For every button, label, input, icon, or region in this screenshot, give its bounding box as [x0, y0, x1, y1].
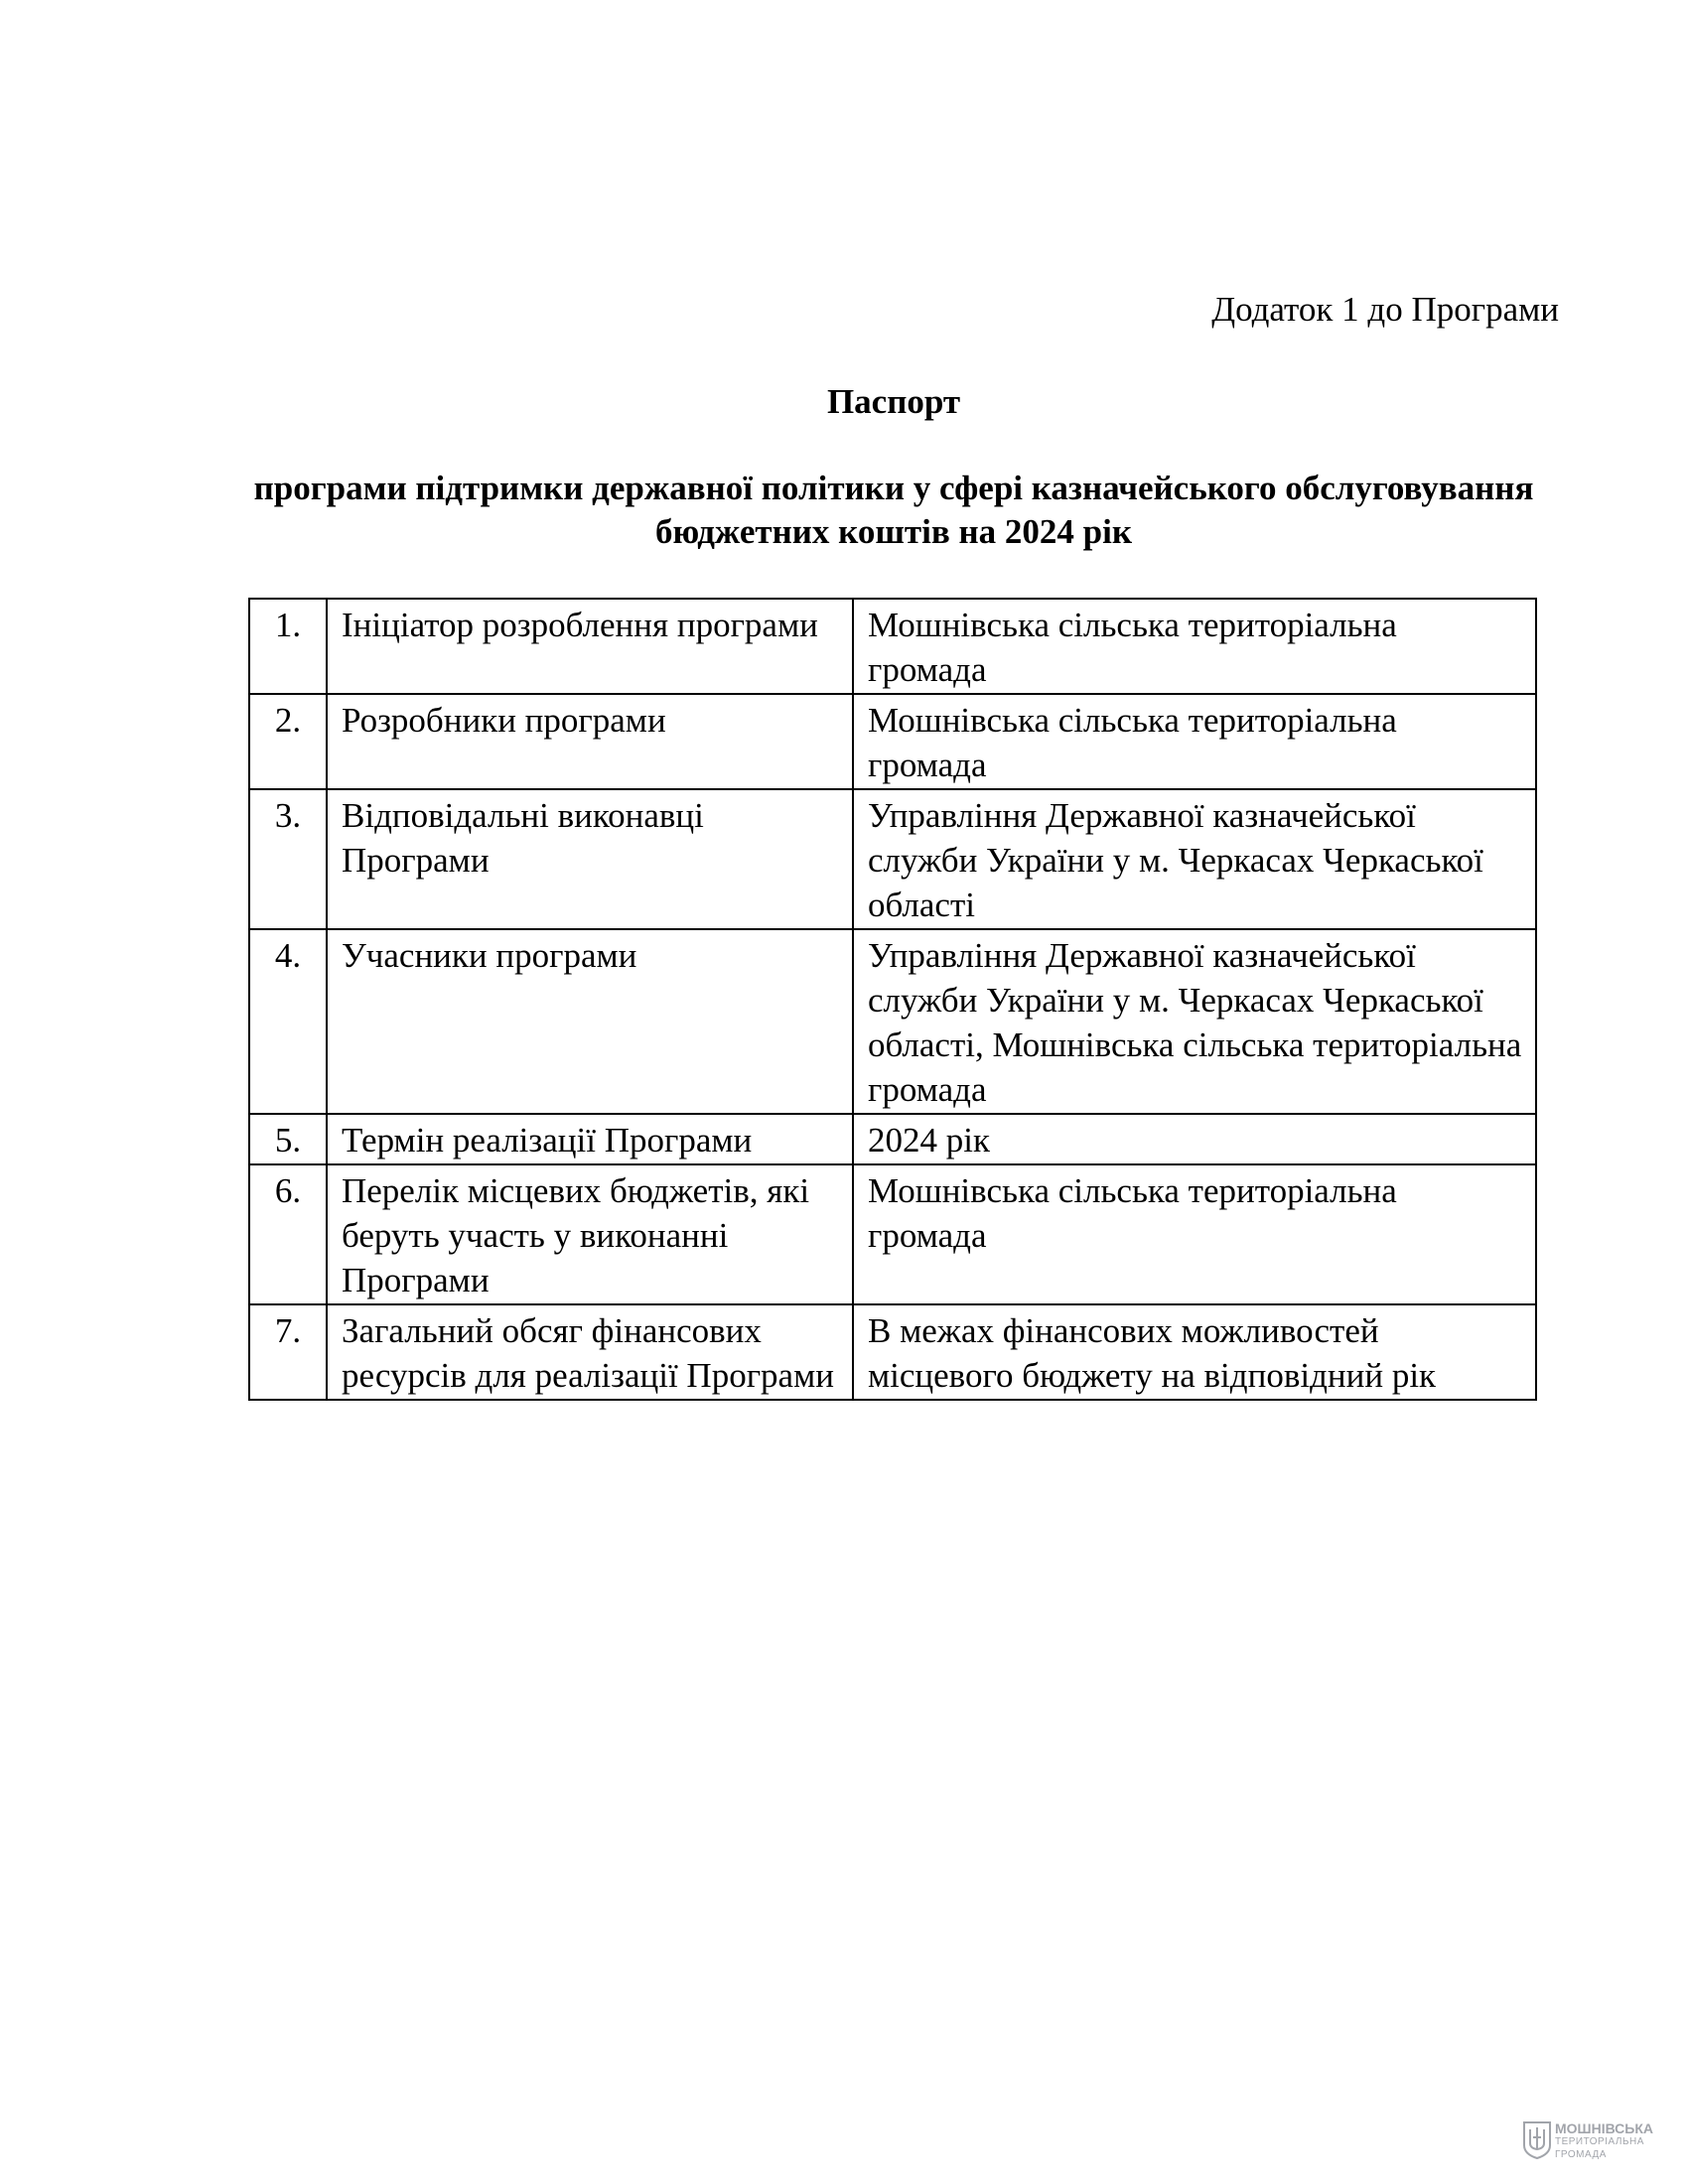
- table-row: [249, 929, 1536, 1114]
- table-row: [249, 599, 1536, 694]
- row-value: Управління Державної казначейської служби України у м. Черкасах Черкаської області: [853, 789, 1536, 929]
- document-subtitle: програми підтримки державної політики у сфері казначейського обслуговування бюджетних коштів на 2024 рік: [253, 469, 1534, 551]
- row-label: Розробники програми: [327, 694, 853, 789]
- row-label: Загальний обсяг фінансових ресурсів для реалізації Програми: [327, 1304, 853, 1400]
- annex-label: Додаток 1 до Програми: [1211, 290, 1559, 329]
- table-row: [249, 694, 1536, 789]
- row-number: 3.: [249, 789, 327, 929]
- row-value: Управління Державної казначейської служби України у м. Черкасах Черкаської області, Мошнівська сільська територіальна громада: [853, 929, 1536, 1114]
- row-value: Мошнівська сільська територіальна громада: [853, 694, 1536, 789]
- row-value: Мошнівська сільська територіальна громада: [853, 1164, 1536, 1304]
- row-value: 2024 рік: [853, 1114, 1536, 1164]
- table-row: [249, 789, 1536, 929]
- row-label: Відповідальні виконавці Програми: [327, 789, 853, 929]
- table-row: [249, 1164, 1536, 1304]
- community-watermark: [1522, 2119, 1653, 2164]
- row-number: 1.: [249, 599, 327, 694]
- watermark-line-2: ТЕРИТОРІАЛЬНА: [1554, 2136, 1644, 2147]
- row-label: Ініціатор розроблення програми: [327, 599, 853, 694]
- row-number: 4.: [249, 929, 327, 1114]
- row-number: 2.: [249, 694, 327, 789]
- table-row: [249, 1114, 1536, 1164]
- row-label: Термін реалізації Програми: [327, 1114, 853, 1164]
- row-value: В межах фінансових можливостей місцевого бюджету на відповідний рік: [853, 1304, 1536, 1400]
- watermark-line-1: МОШНІВСЬКА: [1554, 2120, 1653, 2136]
- row-value: Мошнівська сільська територіальна громада: [853, 599, 1536, 694]
- row-label: Перелік місцевих бюджетів, які беруть участь у виконанні Програми: [327, 1164, 853, 1304]
- document-title: Паспорт: [826, 382, 961, 421]
- row-label: Учасники програми: [327, 929, 853, 1114]
- trident-icon: [1522, 2119, 1552, 2164]
- passport-table: [248, 598, 1537, 1401]
- row-number: 5.: [249, 1114, 327, 1164]
- row-number: 7.: [249, 1304, 327, 1400]
- row-number: 6.: [249, 1164, 327, 1304]
- watermark-line-3: ГРОМАДА: [1554, 2149, 1607, 2160]
- table-row: [249, 1304, 1536, 1400]
